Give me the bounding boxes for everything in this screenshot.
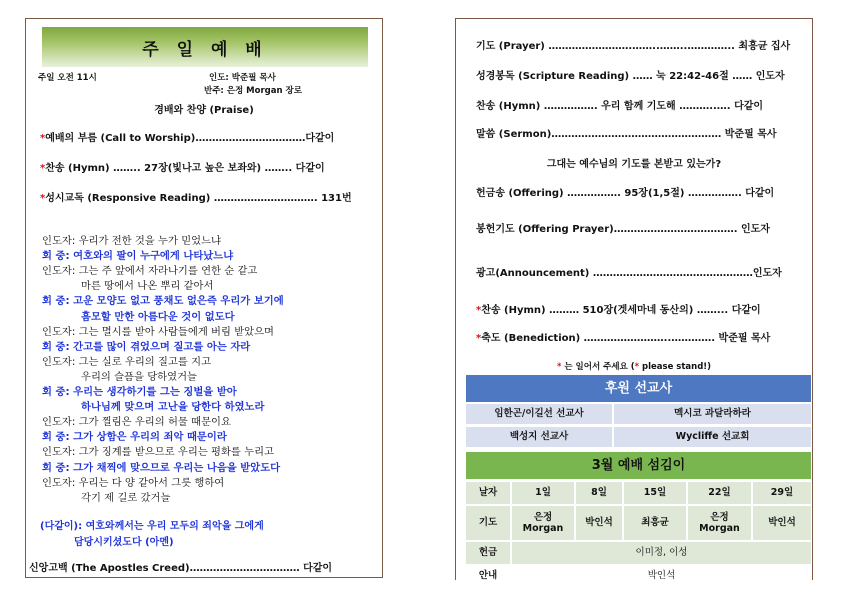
order-item [476,97,763,112]
reading-line: 인도자: 그가 찔림은 우리의 허물 때문이요 [42,416,231,429]
creed-line: 신앙고백 (The Apostles Creed)…………………………… 다같이 [29,563,333,574]
together-line-1: (다같이): 여호와께서는 우리 모두의 죄악을 그에게 [40,521,264,532]
order-text: 봉헌기도 (Offering Prayer)………………………………. 인도자 [476,224,770,235]
left-page [25,18,383,578]
order-text: 축도 (Benediction) ……………………..…………. 박준필 목사 [481,333,771,344]
order-item [40,129,334,144]
stand-note: * 는 일어서 주세요 (* please stand!) [556,362,712,372]
reading-line: 회 중: 그가 채찍에 맞으므로 우리는 나음을 받았도다 [42,461,281,474]
schedule-header-cell: 8일 [576,482,622,504]
reading-line: 인도자: 우리는 다 양 같아서 그릇 행하여 [42,476,225,489]
missions-header: 후원 선교사 [466,375,811,402]
stand-star: * [476,305,482,316]
praise-section-title: 경배와 찬양 (Praise) [154,105,254,116]
order-text: 찬송 (Hymn) ……………. 우리 함께 기도해 ………..…. 다같이 [476,101,764,112]
order-text: 성시교독 (Responsive Reading) …………………………. 131번 [45,193,352,204]
reading-line: 회 중: 우리는 생각하기를 그는 징벌을 받아 [42,386,237,398]
order-text: 성경봉독 (Scripture Reading) …… 눅 22:42-46절 …… 인도자 [476,71,785,82]
reading-line: 마른 땅에서 나온 뿌리 같아서 [81,280,214,293]
order-text: 헌금송 (Offering) ……………. 95장(1,5절) ……………. 다같이 [476,188,775,199]
reading-line: 우리의 슬픔을 당하였거늘 [81,370,197,383]
stand-star: * [476,333,482,344]
order-item [476,37,790,52]
reading-line: 회 중: 여호와의 팔이 누구에게 나타났느냐 [42,250,234,263]
service-time: 주일 오전 11시 [38,73,97,83]
order-text: 예배의 부름 (Call to Worship)……………………………다같이 [45,133,335,144]
order-text: 그대는 예수님의 기도를 본받고 있는가? [546,159,722,170]
order-text: 찬송 (Hymn) …….. 27장(빛나고 높은 보좌와) …….. 다같이 [45,163,325,174]
schedule-prayer-cell: 박인석 [576,506,622,540]
missionary-cell: 백성지 선교사 [466,427,612,447]
schedule-header-cell: 29일 [753,482,811,504]
reading-line: 인도자: 그는 실로 우리의 질고를 지고 [42,355,212,368]
accompanist-text: 반주: 은정 Morgan 장로 [204,86,302,96]
order-item [476,220,770,235]
reading-line: 회 중: 간고를 많이 겪었으며 질고를 아는 자라 [42,340,251,353]
order-item [476,67,785,82]
order-item [476,329,770,344]
schedule-header-cell: 15일 [624,482,686,504]
stand-star: * [40,193,46,204]
reading-line: 인도자: 그는 멸시를 받아 사람들에게 버림 받았으며 [42,325,274,338]
schedule-prayer-cell: 은정 Morgan [512,506,574,540]
order-item [40,189,352,204]
page-title: 주 일 예 배 [142,40,268,60]
order-item [476,264,782,279]
leader-text: 인도: 박준필 목사 [209,73,276,83]
reading-line: 흠모할 만한 아름다운 것이 없도다 [81,310,235,323]
order-item [40,159,325,174]
schedule-prayer-cell: 기도 [466,506,510,540]
order-item [476,184,774,199]
order-item [456,155,812,170]
reading-line: 회 중: 고운 모양도 없고 풍채도 없은즉 우리가 보기에 [42,295,284,308]
missionary-cell: 멕시코 과달라하라 [614,404,811,424]
schedule-value-cell: 이미정, 이성 [512,542,811,564]
together-line-2: 담당시키셨도다 (아멘) [74,537,174,548]
order-item [476,301,761,316]
order-text: 말씀 (Sermon)…………………………………………… 박준필 목사 [476,129,777,140]
order-text: 기도 (Prayer) …………………….……..……..………….. 최흥균 집사 [476,41,791,52]
schedule-prayer-cell: 은정 Morgan [688,506,751,540]
missionary-cell: 임한곤/이길선 선교사 [466,404,612,424]
schedule-header: 3월 예배 섬김이 [466,452,811,479]
reading-line: 각기 제 길로 갔거늘 [81,491,171,504]
title-banner [42,27,368,67]
reading-line: 인도자: 우리가 전한 것을 누가 믿었느냐 [42,235,221,247]
schedule-label-cell: 안내 [478,570,498,582]
schedule-header-cell: 1일 [512,482,574,504]
order-item [476,125,777,140]
order-text: 찬송 (Hymn) ……… 510장(겟세마네 동산의) ……... 다같이 [481,305,761,316]
schedule-prayer-cell: 최흥균 [624,506,686,540]
reading-line: 인도자: 그가 징계를 받으므로 우리는 평화를 누리고 [42,446,274,459]
order-text: 광고(Announcement) …………………………………………인도자 [476,268,782,279]
schedule-prayer-cell: 박인석 [753,506,811,540]
reading-line: 회 중: 그가 상함은 우리의 죄악 때문이라 [42,431,227,444]
schedule-header-cell: 날자 [466,482,510,504]
schedule-header-cell: 22일 [688,482,751,504]
reading-line: 인도자: 그는 주 앞에서 자라나기를 연한 순 같고 [42,265,258,278]
stand-star: * [40,133,46,144]
schedule-value-cell: 박인석 [647,570,676,582]
missionary-cell: Wycliffe 선교회 [614,427,811,447]
stand-star: * [40,163,46,174]
right-page [455,18,813,580]
reading-line: 하나님께 맞으며 고난을 당한다 하였노라 [81,401,265,414]
schedule-label-cell: 헌금 [466,542,510,564]
